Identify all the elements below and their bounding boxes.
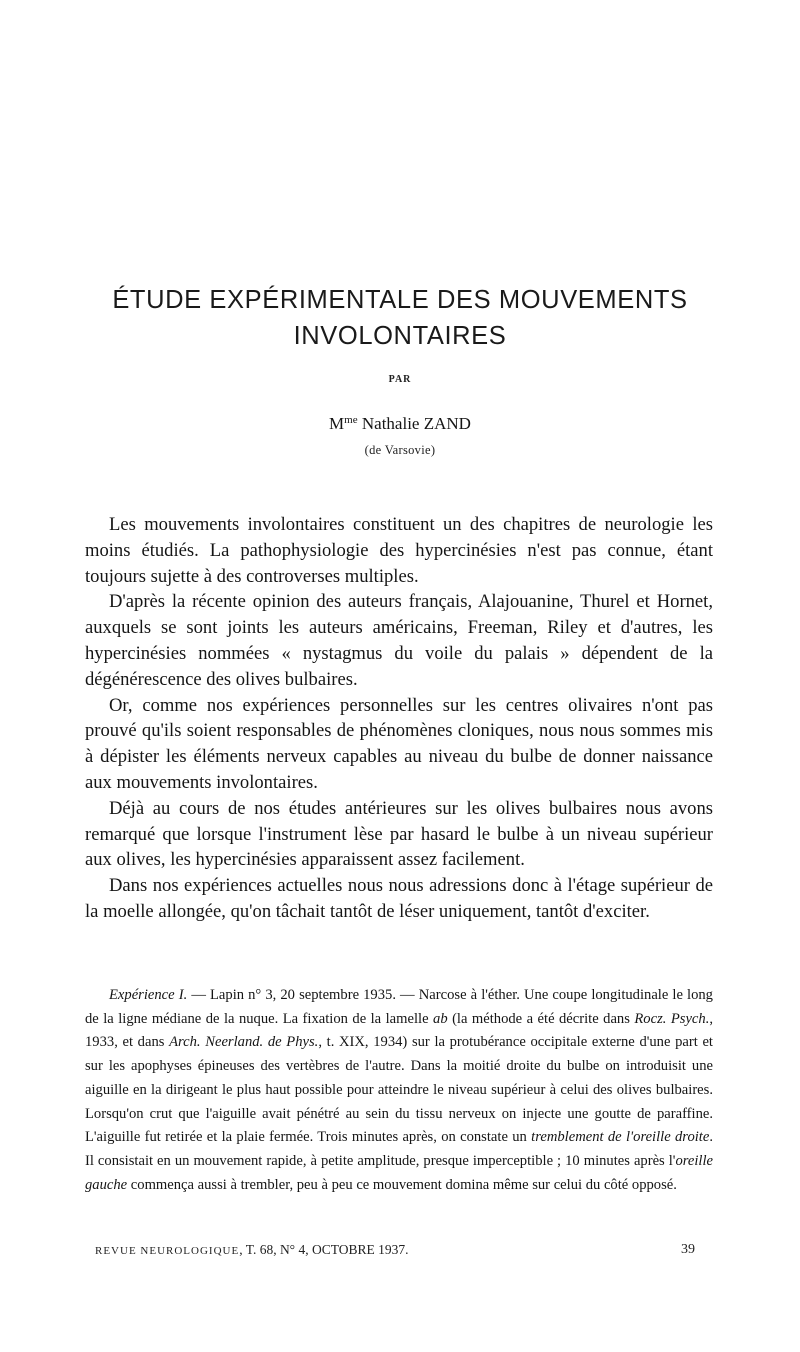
experiment-text: — Lapin n° 3, 20 septembre 1935. — Narcose à l'éther. Une coupe longitudinale le long de la ligne médiane de la nuque. La fixation de la lamelle bbox=[85, 987, 713, 1027]
title-line-1: ÉTUDE EXPÉRIMENTALE DES MOUVEMENTS bbox=[112, 286, 688, 314]
experiment-paragraph bbox=[85, 984, 713, 1197]
body-paragraph: Les mouvements involontaires constituent un des chapitres de neurologie les moins étudiés. La pathophysiologie des hypercinésies n'est pas connue, étant toujours sujette à des controverses multiples. bbox=[85, 514, 713, 587]
journal-name: REVUE NEUROLOGIQUE bbox=[95, 1245, 240, 1257]
author-title-sup: me bbox=[344, 414, 358, 426]
experiment-emphasis: oreille gauche bbox=[85, 1152, 713, 1193]
body-paragraph: Or, comme nos expériences personnelles sur les centres olivaires n'ont pas prouvé qu'ils soient responsables de phénomènes cloniques, nous nous sommes mis à dépister les éléments nerveux capables au niveau du bulbe de donner naissance aux mouvements involontaires. bbox=[85, 694, 713, 793]
author bbox=[0, 414, 800, 434]
journal-issue: , T. 68, N° 4, OCTOBRE 1937. bbox=[239, 1242, 409, 1257]
title-line-2: INVOLONTAIRES bbox=[293, 322, 507, 350]
citation-rocz-psych: Rocz. Psych. bbox=[634, 1010, 710, 1027]
author-name: Nathalie ZAND bbox=[357, 414, 471, 433]
experiment-text: . Il consistait en un mouvement rapide, à petite amplitude, presque imperceptible ; 10 minutes après l' bbox=[85, 1129, 713, 1169]
byline: PAR bbox=[388, 374, 412, 385]
body-paragraph: Déjà au cours de nos études antérieures sur les olives bulbaires nous avons remarqué que lorsque l'instrument lèse par hasard le bulbe à un niveau supérieur aux olives, les hypercinésies apparaissent assez facilement. bbox=[85, 797, 713, 871]
page-footer bbox=[95, 1242, 695, 1258]
experiment-text: , t. XIX, 1934) sur la protubérance occipitale externe d'une part et sur les apophyses épineuses des vertèbres de l'autre. Dans la moitié droite du bulbe on introduisit une aiguille en la dirigeant le plus haut possible pour atteindre le niveau supérieur à celui des olives bulbaires. Lorsqu'on crut que l'aiguille avait pénétré au sein du tissu nerveux on injecte une goutte de paraffine. L'aiguille fut retirée et la plaie fermée. Trois minutes après, on constate un bbox=[85, 1034, 713, 1146]
page-number: 39 bbox=[681, 1242, 695, 1257]
experiment-emphasis: tremblement de l'oreille droite bbox=[531, 1129, 710, 1146]
body-paragraph: Dans nos expériences actuelles nous nous adressions donc à l'étage supérieur de la moelle allongée, qu'on tâchait tantôt de léser uniquement, tantôt d'exciter. bbox=[85, 875, 713, 922]
article-title bbox=[60, 282, 740, 354]
author-prefix: M bbox=[329, 414, 345, 433]
citation-arch-neerland: Arch. Neerland. de Phys. bbox=[169, 1034, 319, 1051]
body-paragraph: D'après la récente opinion des auteurs français, Alajouanine, Thurel et Hornet, auxquels se sont joints les auteurs américains, Freeman, Riley et d'autres, les hypercinésies nommées « nystagmus du voile du palais » dépendent de la dégénérescence des olives bulbaires. bbox=[85, 591, 713, 690]
experiment-section bbox=[85, 984, 713, 1197]
article-body bbox=[85, 512, 713, 925]
experiment-term: ab bbox=[433, 1010, 448, 1027]
experiment-text: commença aussi à trembler, peu à peu ce mouvement domina même sur celui du côté opposé. bbox=[127, 1176, 677, 1193]
experiment-text: , 1933, et dans bbox=[85, 1010, 713, 1051]
author-affiliation: (de Varsovie) bbox=[364, 443, 436, 457]
experiment-label: Expérience I. bbox=[109, 987, 188, 1003]
experiment-text: (la méthode a été décrite dans bbox=[447, 1010, 635, 1027]
